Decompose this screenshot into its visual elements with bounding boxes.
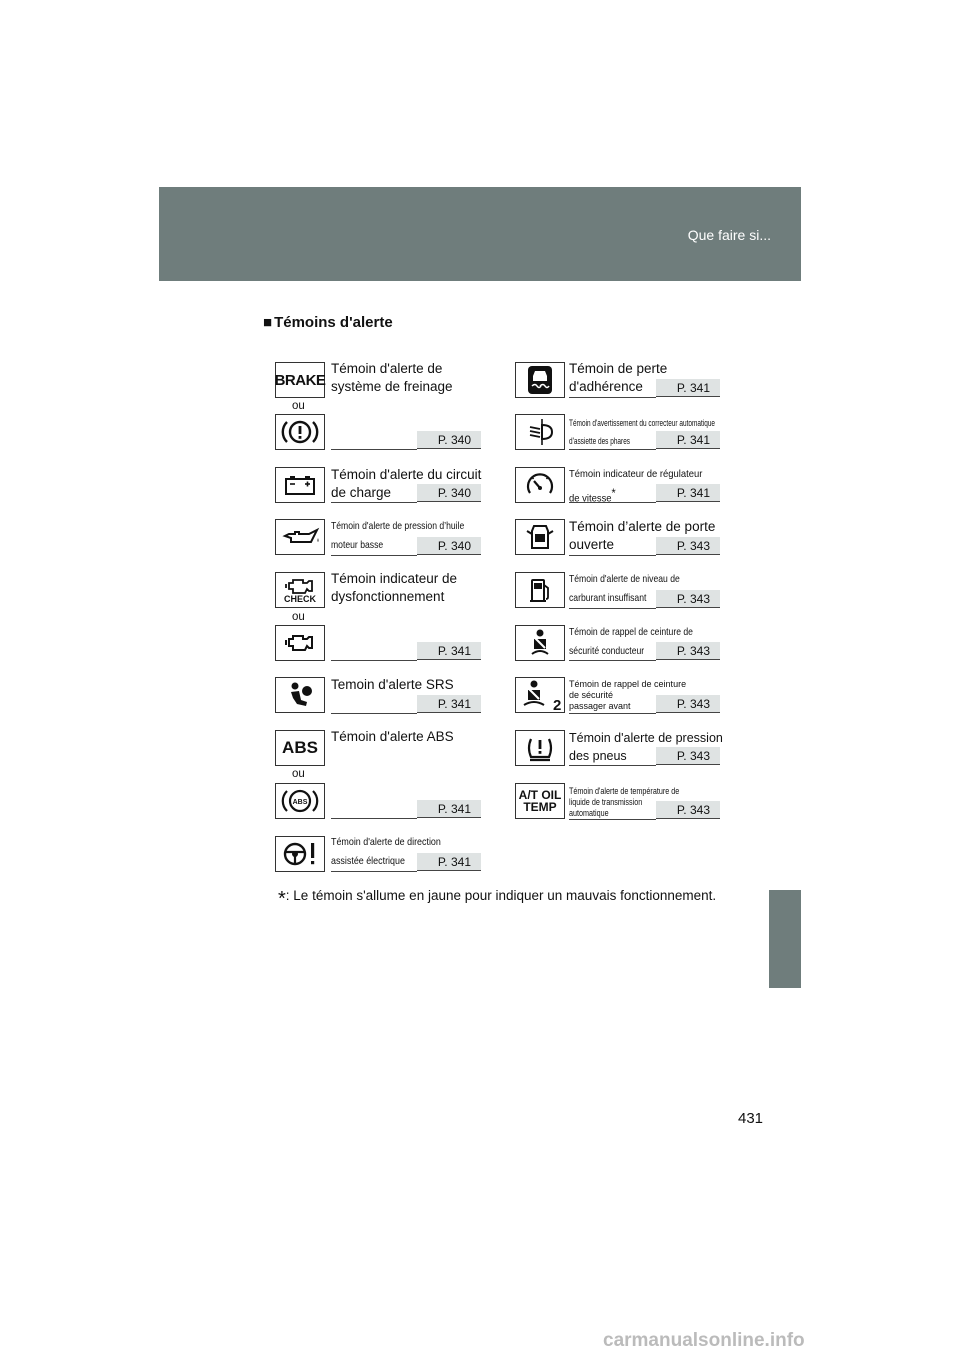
passenger-seatbelt-label-2: de sécurité	[569, 690, 614, 700]
tire-pressure-icon	[515, 730, 565, 766]
charge-page-ref: P. 340	[417, 484, 481, 502]
abs-circle-icon	[275, 783, 325, 819]
oil-page-ref: P. 340	[417, 537, 481, 555]
driver-seatbelt-label-2: sécurité conducteur	[569, 645, 645, 657]
at-oil-temp-label-2: liquide de transmission	[569, 797, 643, 807]
oil-warning-label-2: moteur basse	[331, 539, 384, 551]
brake-text-icon	[275, 362, 325, 398]
check-engine-label-1: Témoin indicateur de	[331, 571, 458, 586]
at-oil-temp-label-1: Témoin d'alerte de température de	[569, 786, 680, 796]
fuel-pump-icon	[515, 572, 565, 608]
check-engine-page-ref: P. 341	[417, 642, 481, 660]
passenger-seatbelt-icon	[515, 677, 565, 713]
page-header	[159, 187, 801, 281]
brake-page-ref: P. 340	[417, 431, 481, 449]
check-engine-icon	[275, 572, 325, 608]
at-oil-label: A/T OIL	[518, 788, 562, 802]
open-door-car-icon	[515, 519, 565, 555]
abs-label: ABS	[282, 738, 318, 757]
headlight-leveling-label-2: d'assiette des phares	[569, 436, 631, 446]
check-label: CHECK	[283, 593, 316, 604]
driver-seatbelt-page-ref: P. 343	[656, 642, 720, 660]
engine-icon	[275, 625, 325, 661]
abs-page-ref: P. 341	[417, 800, 481, 818]
driver-seatbelt-icon	[515, 625, 565, 661]
passenger-number: 2	[553, 697, 562, 712]
srs-warning-label: Temoin d'alerte SRS	[331, 677, 454, 692]
steering-wheel-exclamation-icon	[275, 836, 325, 872]
or-label: ou	[292, 768, 305, 780]
chapter-side-tab	[769, 890, 801, 988]
header-title: Que faire si...	[687, 227, 771, 243]
temp-label: TEMP	[523, 800, 557, 814]
brake-label: BRAKE	[274, 371, 326, 389]
section-title-text: Témoins d'alerte	[274, 314, 393, 331]
or-label: ou	[292, 400, 305, 412]
door-label-2: ouverte	[569, 537, 615, 552]
fuel-label-1: Témoin d'alerte de niveau de	[569, 573, 680, 585]
eps-warning-label-1: Témoin d'alerte de direction	[331, 836, 441, 848]
slip-label-1: Témoin de perte	[569, 361, 668, 376]
slip-page-ref: P. 341	[656, 379, 720, 397]
at-oil-temp-label-3: automatique	[569, 808, 609, 818]
abs-warning-label: Témoin d'alerte ABS	[331, 729, 454, 744]
headlight-leveling-page-ref: P. 341	[656, 431, 720, 449]
page-number: 431	[738, 1110, 764, 1127]
srs-page-ref: P. 341	[417, 695, 481, 713]
cruise-page-ref: P. 341	[656, 484, 720, 502]
headlight-leveling-label-1: Témoin d'avertissement du correcteur automatique	[569, 418, 716, 428]
passenger-seatbelt-page-ref: P. 343	[656, 695, 720, 713]
cruise-label-1: Témoin indicateur de régulateur	[569, 468, 703, 480]
at-oil-temp-icon	[515, 783, 565, 819]
abs-small-label: ABS	[292, 799, 308, 806]
fuel-page-ref: P. 343	[656, 590, 720, 608]
cruise-control-icon	[515, 467, 565, 503]
passenger-seatbelt-label-1: Témoin de rappel de ceinture	[569, 679, 687, 689]
oil-warning-label-1: Témoin d'alerte de pression d’huile	[331, 520, 465, 532]
brake-warning-label-2: système de freinage	[331, 379, 453, 394]
section-title	[263, 314, 393, 331]
door-label-1: Témoin d’alerte de porte	[569, 519, 716, 534]
passenger-seatbelt-label-3: passager avant	[569, 701, 631, 711]
door-page-ref: P. 343	[656, 537, 720, 555]
tire-pressure-page-ref: P. 343	[656, 747, 720, 765]
fuel-label-2: carburant insuffisant	[569, 592, 647, 604]
charge-warning-label-1: Témoin d'alerte du circuit	[331, 467, 482, 482]
footnote	[278, 888, 716, 911]
brake-circle-exclamation-icon	[275, 414, 325, 450]
oil-can-icon	[275, 519, 325, 555]
section-marker: ■	[263, 314, 273, 331]
cruise-label-2: de vitesse*	[569, 486, 616, 505]
brake-warning-label-1: Témoin d'alerte de	[331, 361, 443, 376]
abs-text-icon	[275, 730, 325, 766]
tire-pressure-label-2: des pneus	[569, 749, 627, 763]
driver-seatbelt-label-1: Témoin de rappel de ceinture de	[569, 626, 693, 638]
footnote-star: *	[278, 888, 286, 910]
slip-indicator-icon	[515, 362, 565, 398]
at-oil-temp-page-ref: P. 343	[656, 801, 720, 819]
or-label: ou	[292, 611, 305, 623]
tire-pressure-label-1: Témoin d'alerte de pression	[569, 731, 723, 745]
headlight-leveling-icon	[515, 414, 565, 450]
watermark: carmanualsonline.info	[603, 1330, 805, 1351]
charge-warning-label-2: de charge	[331, 485, 392, 500]
cruise-footnote-star: *	[611, 486, 616, 500]
eps-warning-label-2: assistée électrique	[331, 855, 405, 867]
check-engine-label-2: dysfonctionnement	[331, 589, 445, 604]
airbag-srs-icon	[275, 677, 325, 713]
battery-icon	[275, 467, 325, 503]
slip-label-2: d'adhérence	[569, 379, 643, 394]
eps-page-ref: P. 341	[417, 853, 481, 871]
footnote-text: : Le témoin s'allume en jaune pour indiquer un mauvais fonctionnement.	[285, 888, 717, 903]
